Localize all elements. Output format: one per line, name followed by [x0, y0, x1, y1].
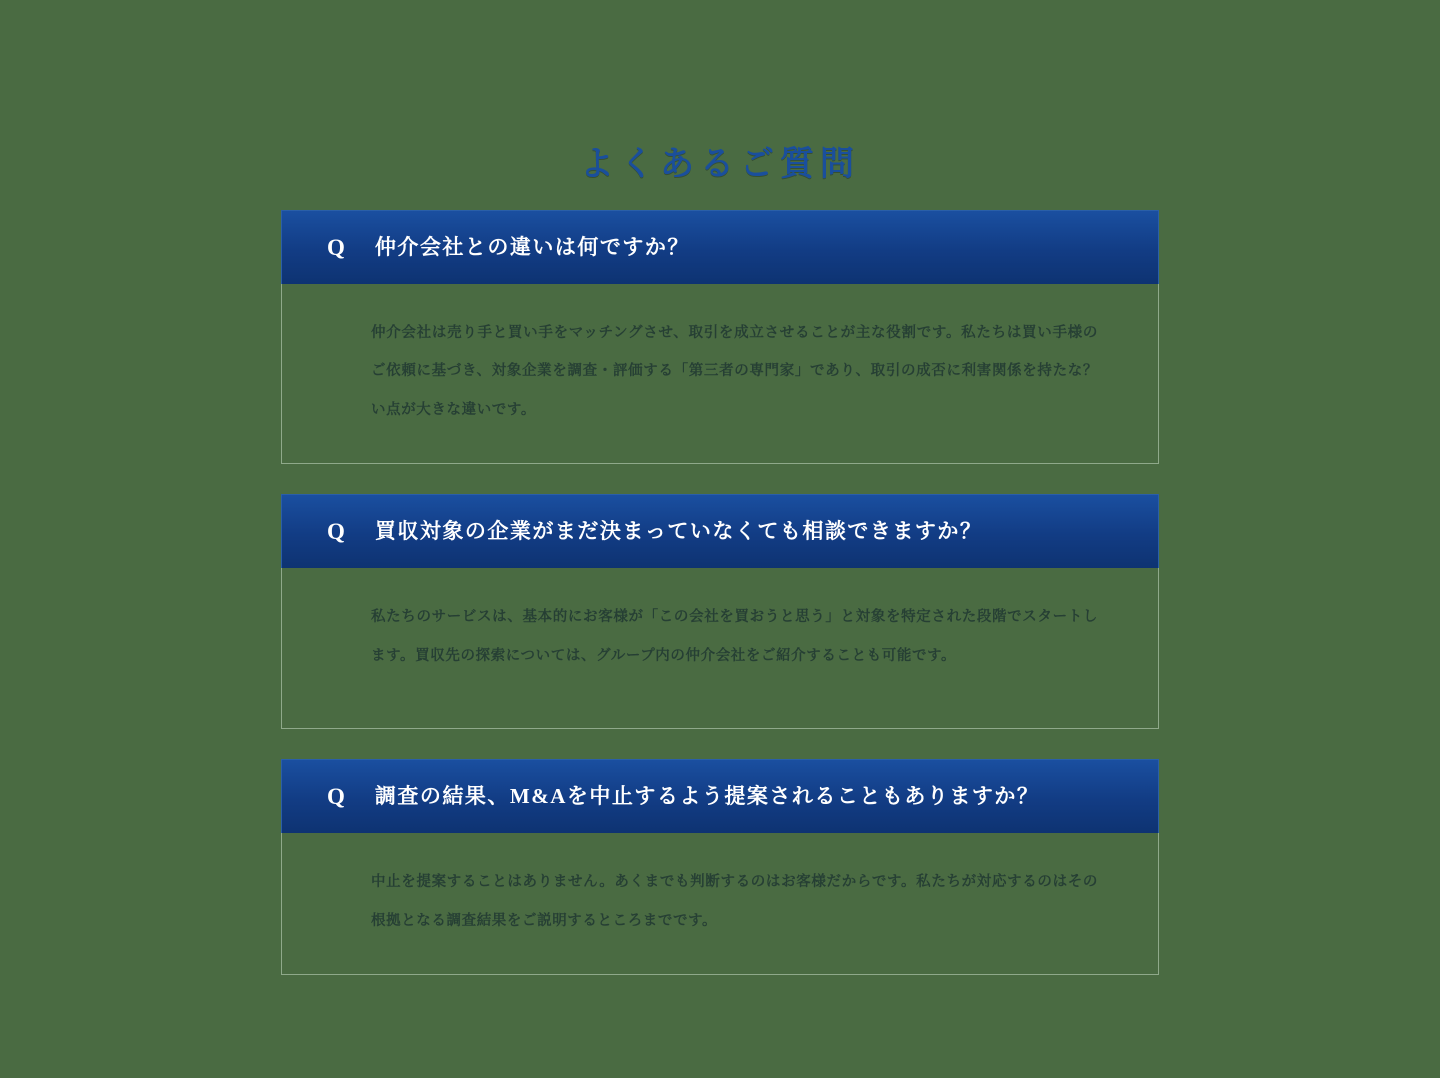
faq-answer-text: 仲介会社は売り手と買い手をマッチングさせ、取引を成立させることが主な役割です。私たちは買い手様のご依頼に基づき、対象企業を調査・評価する「第三者の専門家」であり、取引の成否に利害関係を持たな？い点が大きな違いです。	[371, 325, 1098, 418]
faq-answer-panel	[282, 568, 1158, 728]
faq-question-text: 買収対象の企業がまだ決まっていなくても相談できますか？	[374, 519, 983, 544]
faq-list	[281, 210, 1159, 1005]
faq-answer-panel	[282, 284, 1158, 463]
faq-item	[281, 494, 1159, 729]
page-title: よくあるご質問	[580, 146, 860, 184]
faq-answer-text: 中止を提案することはありません。あくまでも判断するのはお客様だからです。私たちが対応するのはその根拠となる調査結果をご説明するところまでです。	[371, 874, 1098, 929]
faq-answer-text: 私たちのサービスは、基本的にお客様が「この会社を買おうと思う」と対象を特定された段階でスタートします。買収先の探索については、グループ内の仲介会社をご紹介することも可能です。	[371, 609, 1098, 664]
faq-question-header[interactable]	[281, 759, 1159, 833]
question-marker-icon: Q	[327, 235, 345, 260]
faq-question-text: 調査の結果、M&Aを中止するよう提案されることもありますか？	[374, 784, 1040, 809]
question-marker-icon: Q	[327, 784, 345, 810]
faq-answer-panel	[282, 833, 1158, 974]
faq-item	[281, 759, 1159, 975]
faq-item	[281, 210, 1159, 464]
faq-question-text: 仲介会社との違いは何ですか？	[374, 234, 690, 259]
faq-question-header[interactable]	[281, 210, 1159, 284]
faq-question-header[interactable]	[281, 494, 1159, 568]
question-marker-icon: Q	[327, 519, 345, 545]
